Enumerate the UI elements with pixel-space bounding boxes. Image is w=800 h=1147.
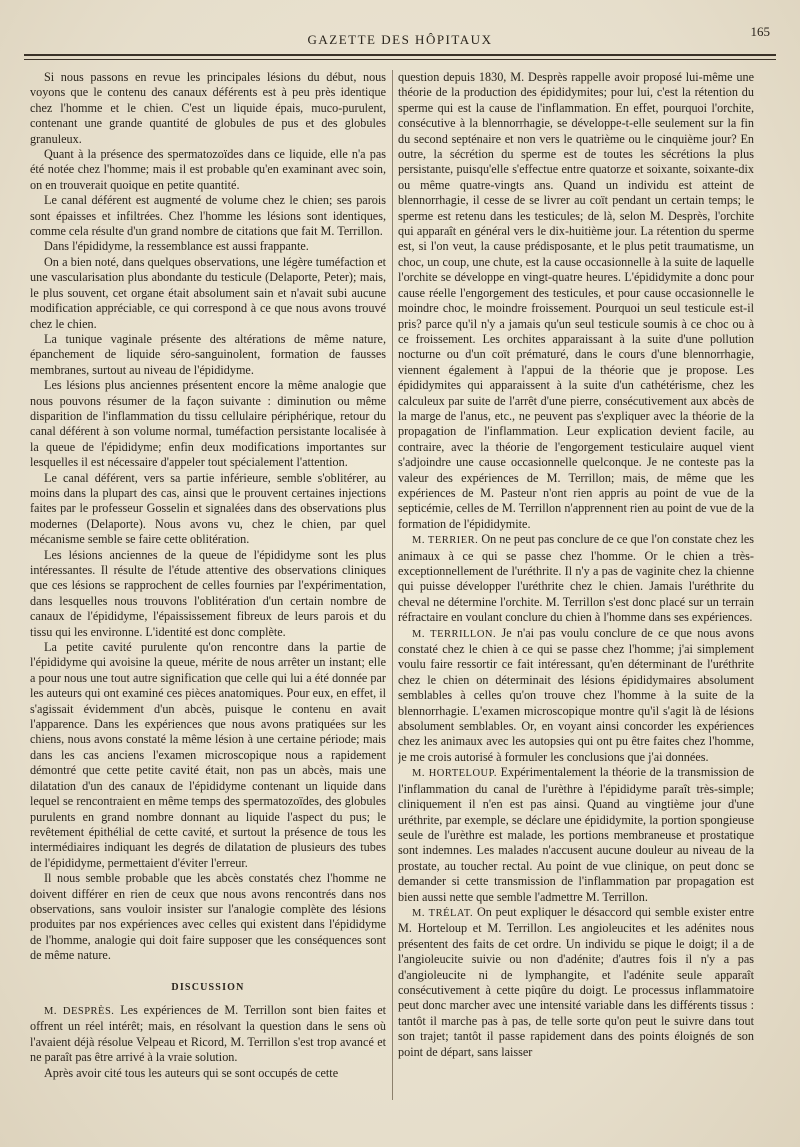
paragraph: Après avoir cité tous les auteurs qui se sont occupés de cette — [44, 1065, 339, 1080]
paragraph: Le canal déférent, vers sa partie inférieure, semble s'oblitérer, au moins dans la plupart des cas, ainsi que le prouvent certaines injections faites par le professeur Gosselin et signalées dans des observations plus modernes (Delaporte). Nous avons vu, chez le chien, par quel mécanisme semble se faire cette oblitération. — [30, 470, 386, 547]
paragraph: Le canal déférent est augmenté de volume chez le chien; ses parois sont épaisses et infiltrées. Chez l'homme les lésions sont identiques, comme cela résulte d'un grand nombre de citations que fait M. Terrillon. — [30, 193, 386, 239]
paragraph — [398, 532, 754, 625]
paragraph: Dans l'épididyme, la ressemblance est aussi frappante. — [44, 239, 309, 254]
speech-text: Expérimentalement la théorie de la transmission de l'inflammation du canal de l'urèthre à l'épididyme paraît très-simple; cliniquement il n'en est pas ainsi. Quand au vingtième jour d'une uréthrite, par exemple, se déclare une épididymite, la portion spongieuse seule de l'urèthre est malade, les portions membraneuse et prostatique sont indemnes. Les malades n'accusent aucune douleur au niveau de la prostate, au toucher rectal. Au point de vue clinique, on peut donc se demander si cette transmission de l'inflammation par propagation est bien aussi nette que semble l'admettre M. Terrillon. — [398, 765, 754, 904]
speaker-name: M. TRÉLAT. — [412, 907, 474, 919]
page-header — [24, 22, 776, 62]
speaker-name: M. DESPRÈS. — [44, 1005, 115, 1017]
right-column — [398, 70, 754, 1120]
header-rule-thin — [24, 59, 776, 60]
paragraph — [398, 626, 754, 766]
paragraph: Les lésions anciennes de la queue de l'épididyme sont les plus intéressantes. Il résulte de l'étude attentive des observations cliniques que ces lésions se rapprochent de celles fournies par l'expérimentation, dans lesquelles nous trouvons l'oblitération d'un certain nombre de canaux de l'épididyme, l'épaississement fibreux de leurs parois et du tissu qui les environne. L'identité est donc complète. — [30, 547, 386, 639]
paragraph: Si nous passons en revue les principales lésions du début, nous voyons que le contenu des canaux déférents est à peu près identique chez l'homme et le chien. C'est un liquide épais, muco-purulent, contenant une grande quantité de globules de pus et des globules granuleux. — [30, 70, 386, 146]
paragraph: Les lésions plus anciennes présentent encore la même analogie que nous pouvons résumer de la façon suivante : diminution ou même disparition de l'inflammation du tissu cellulaire périphérique, retour du canal déférent à son volume normal, tuméfaction persistante localisée à la queue de l'épididyme; enfin deux modifications importantes sur lesquelles il est nécessaire d'appeler tout spécialement l'attention. — [30, 378, 386, 470]
column-separator — [392, 70, 393, 1100]
page-number: 165 — [750, 24, 770, 39]
paragraph: La petite cavité purulente qu'on rencontre dans la partie de l'épididyme qui avoisine la queue, mérite de nous arrêter un instant; elle a pour nous une tout autre signification que celle qui lui a été donnée par les auteurs qui ont examiné ces pièces anatomiques. Pour eux, en effet, il s'agissait évidemment d'un abcès, puisque le contenu en avait l'apparence. Dans les expériences que nous avons pratiquées sur les chiens, nous avons constaté la même lésion à une certaine période; mais dans les cas anciens l'examen microscopique nous a rapidement démontré que cette petite cavité était, non pas un abcès, mais une dilatation d'un des canaux de l'épididyme contenant un liquide dans lequel se rencontraient en même temps des spermatozoïdes, des globules purulents en grand nombre donnant au liquide l'aspect du pus; le revêtement épithélial de cette cavité, et surtout la présence de tous les intermédiaires indiquant les degrés de dilatation de plusieurs des tubes de l'épididyme, permettaient d'éviter l'erreur. — [30, 640, 386, 870]
speech-text: Les expériences de M. Terrillon sont bien faites et offrent un réel intérêt; mais, en résolvant la question dans le sens où l'avaient déjà résolue Velpeau et Ricord, M. Terrillon s'est trop avancé et ne paraît pas être arrivé à la vraie solution. — [30, 1002, 386, 1065]
speaker-name: M. HORTELOUP. — [412, 768, 497, 780]
left-column — [30, 70, 386, 1120]
speech-text: On peut expliquer le désaccord qui semble exister entre M. Horteloup et M. Terrillon. Les angioleucites et les adénites nous présentent des faits de cet ordre. Un individu se pique le doigt; il a de l'angioleucite suivie ou non d'adénite; d'autres fois il n'y a pas d'angioleucite ni de lymphangite, et l'adénite seule apparaît consécutivement à cette piqûre du doigt. Le processus inflammatoire peut donc marcher avec une intensité variable dans les différents tissus : tantôt il marche pas à pas, de telle sorte qu'on peut le suivre dans tout son trajet; tantôt il passe rapidement dans des points éloignés de son point de départ, sans laisser — [398, 904, 754, 1059]
paragraph: question depuis 1830, M. Desprès rappelle avoir proposé lui-même une théorie de la production des épididymites; pour lui, c'est la rétention du sperme qui est la cause de l'inflammation. En effet, pourquoi l'orchite, consécutive à la blennorrhagie, se développe-t-elle seulement sur la fin du second septénaire et non vers le quatrième ou le cinquième jour? En outre, la sécrétion du sperme est de toutes les sécrétions la plus persistante, puisqu'elle s'effectue entre quatorze et soixante, soixante-dix ou même quatre-vingts ans. Quand un individu est atteint de blennorrhagie, il cesse de se livrer au coït pendant un certain temps; le sperme est retenu dans les testicules; de là, selon M. Desprès, l'orchite qui apparaît en général vers le dix-huitième jour. La rétention du sperme est, si l'on veut, la cause prédisposante, et le plus petit traumatisme, un choc, un coup, une chute, est la cause occasionnelle à la suite de laquelle l'orchite se développe en vingt-quatre heures. L'épididymite a donc pour cause réelle l'engorgement des testicules, et pour cause occasionnelle le moindre choc, le moindre froissement. Pourquoi un seul testicule est-il pris? parce qu'il n'y a jamais qu'un seul testicule soumis à ce choc ou à ce froissement. Les orchites apparaissant à la suite d'une pollution nocturne ou d'un coït prématuré, dans le cours d'une blennorrhagie, viennent également à l'appui de la théorie que je propose. Les épididymites qui apparaissent à la suite d'un cathétérisme, chez les calculeux par suite de l'arrêt d'une pierre, consécutivement aux abcès de la marge de l'anus, etc., ne peuvent pas s'expliquer avec la théorie de la propagation de l'inflammation. Leur explication devient facile, au contraire, avec la théorie de l'engorgement testiculaire auquel vient s'adjoindre une cause occasionnelle quelconque. Je ne conteste pas la valeur des expériences de M. Terrillon; mais, de même que les expériences de M. Pasteur n'ont rien appris au point de vue de la septicémie, celles de M. Terrillon n'apprennent rien au point de vue de la formation de l'épididymite. — [398, 70, 754, 531]
paragraph — [30, 1003, 386, 1066]
speech-text: Je n'ai pas voulu conclure de ce que nous avons constaté chez le chien à ce qui se passe chez l'homme; j'ai simplement voulu faire ressortir ce fait intéressant, qu'en déterminant de l'uréthrite chez le chien on déterminait des lésions épididymaires absolument semblables à celles qu'on trouve chez l'homme à la suite de la blennorrhagie. L'examen microscopique montre qu'il s'agit là de lésions absolument semblables. Or, en voyant ainsi concorder les expériences chez les animaux avec les autopsies qui ont pu être faites chez l'homme, je me crois autorisé à formuler les conclusions que j'ai données. — [398, 625, 754, 764]
paragraph: La tunique vaginale présente des altérations de même nature, épanchement de liquide séro-sanguinolent, formation de fausses membranes, surtout au niveau de l'épididyme. — [30, 331, 386, 377]
paragraph: Quant à la présence des spermatozoïdes dans ce liquide, elle n'a pas été notée chez l'homme; mais il est probable qu'en examinant avec soin, on en trouverait quoique en petite quantité. — [30, 147, 386, 192]
header-rule — [24, 54, 776, 56]
journal-title: GAZETTE DES HÔPITAUX — [307, 32, 493, 47]
paragraph: On a bien noté, dans quelques observations, une légère tuméfaction et une vascularisation plus abondante du testicule (Delaporte, Peter); mais, le plus souvent, cet organe était absolument sain et n'avait subi aucune modification appréciable, ce qui correspond à ce que nous avons trouvé chez le chien. — [30, 254, 386, 331]
paragraph — [398, 765, 754, 905]
paragraph — [398, 905, 754, 1060]
speaker-name: M. TERRILLON. — [412, 628, 497, 640]
speaker-name: M. TERRIER. — [412, 535, 479, 547]
speech-text: On ne peut pas conclure de ce que l'on constate chez les animaux à ce qui se passe chez l'homme. Or le chien a très-exceptionnellement de l'uréthrite. Il n'y a pas de vaginite chez la chienne qui puisse développer l'uréthrite chez le chien. Jamais l'uréthrite du cheval ne détermine l'orchite. M. Terrillon s'est donc placé sur un terrain réfractaire en voulant conclure du chien à l'homme dans ses expériences. — [398, 532, 754, 625]
paragraph: Il nous semble probable que les abcès constatés chez l'homme ne doivent différer en rien de ceux que nous avons rencontrés dans nos observations, sans vouloir insister sur l'analogie complète des lésions produites par nos expériences avec celles qui existent dans l'épididyme de l'homme, analogie qui doit faire supposer que les conséquences sont de même nature. — [30, 871, 386, 963]
section-heading: DISCUSSION — [171, 981, 245, 993]
